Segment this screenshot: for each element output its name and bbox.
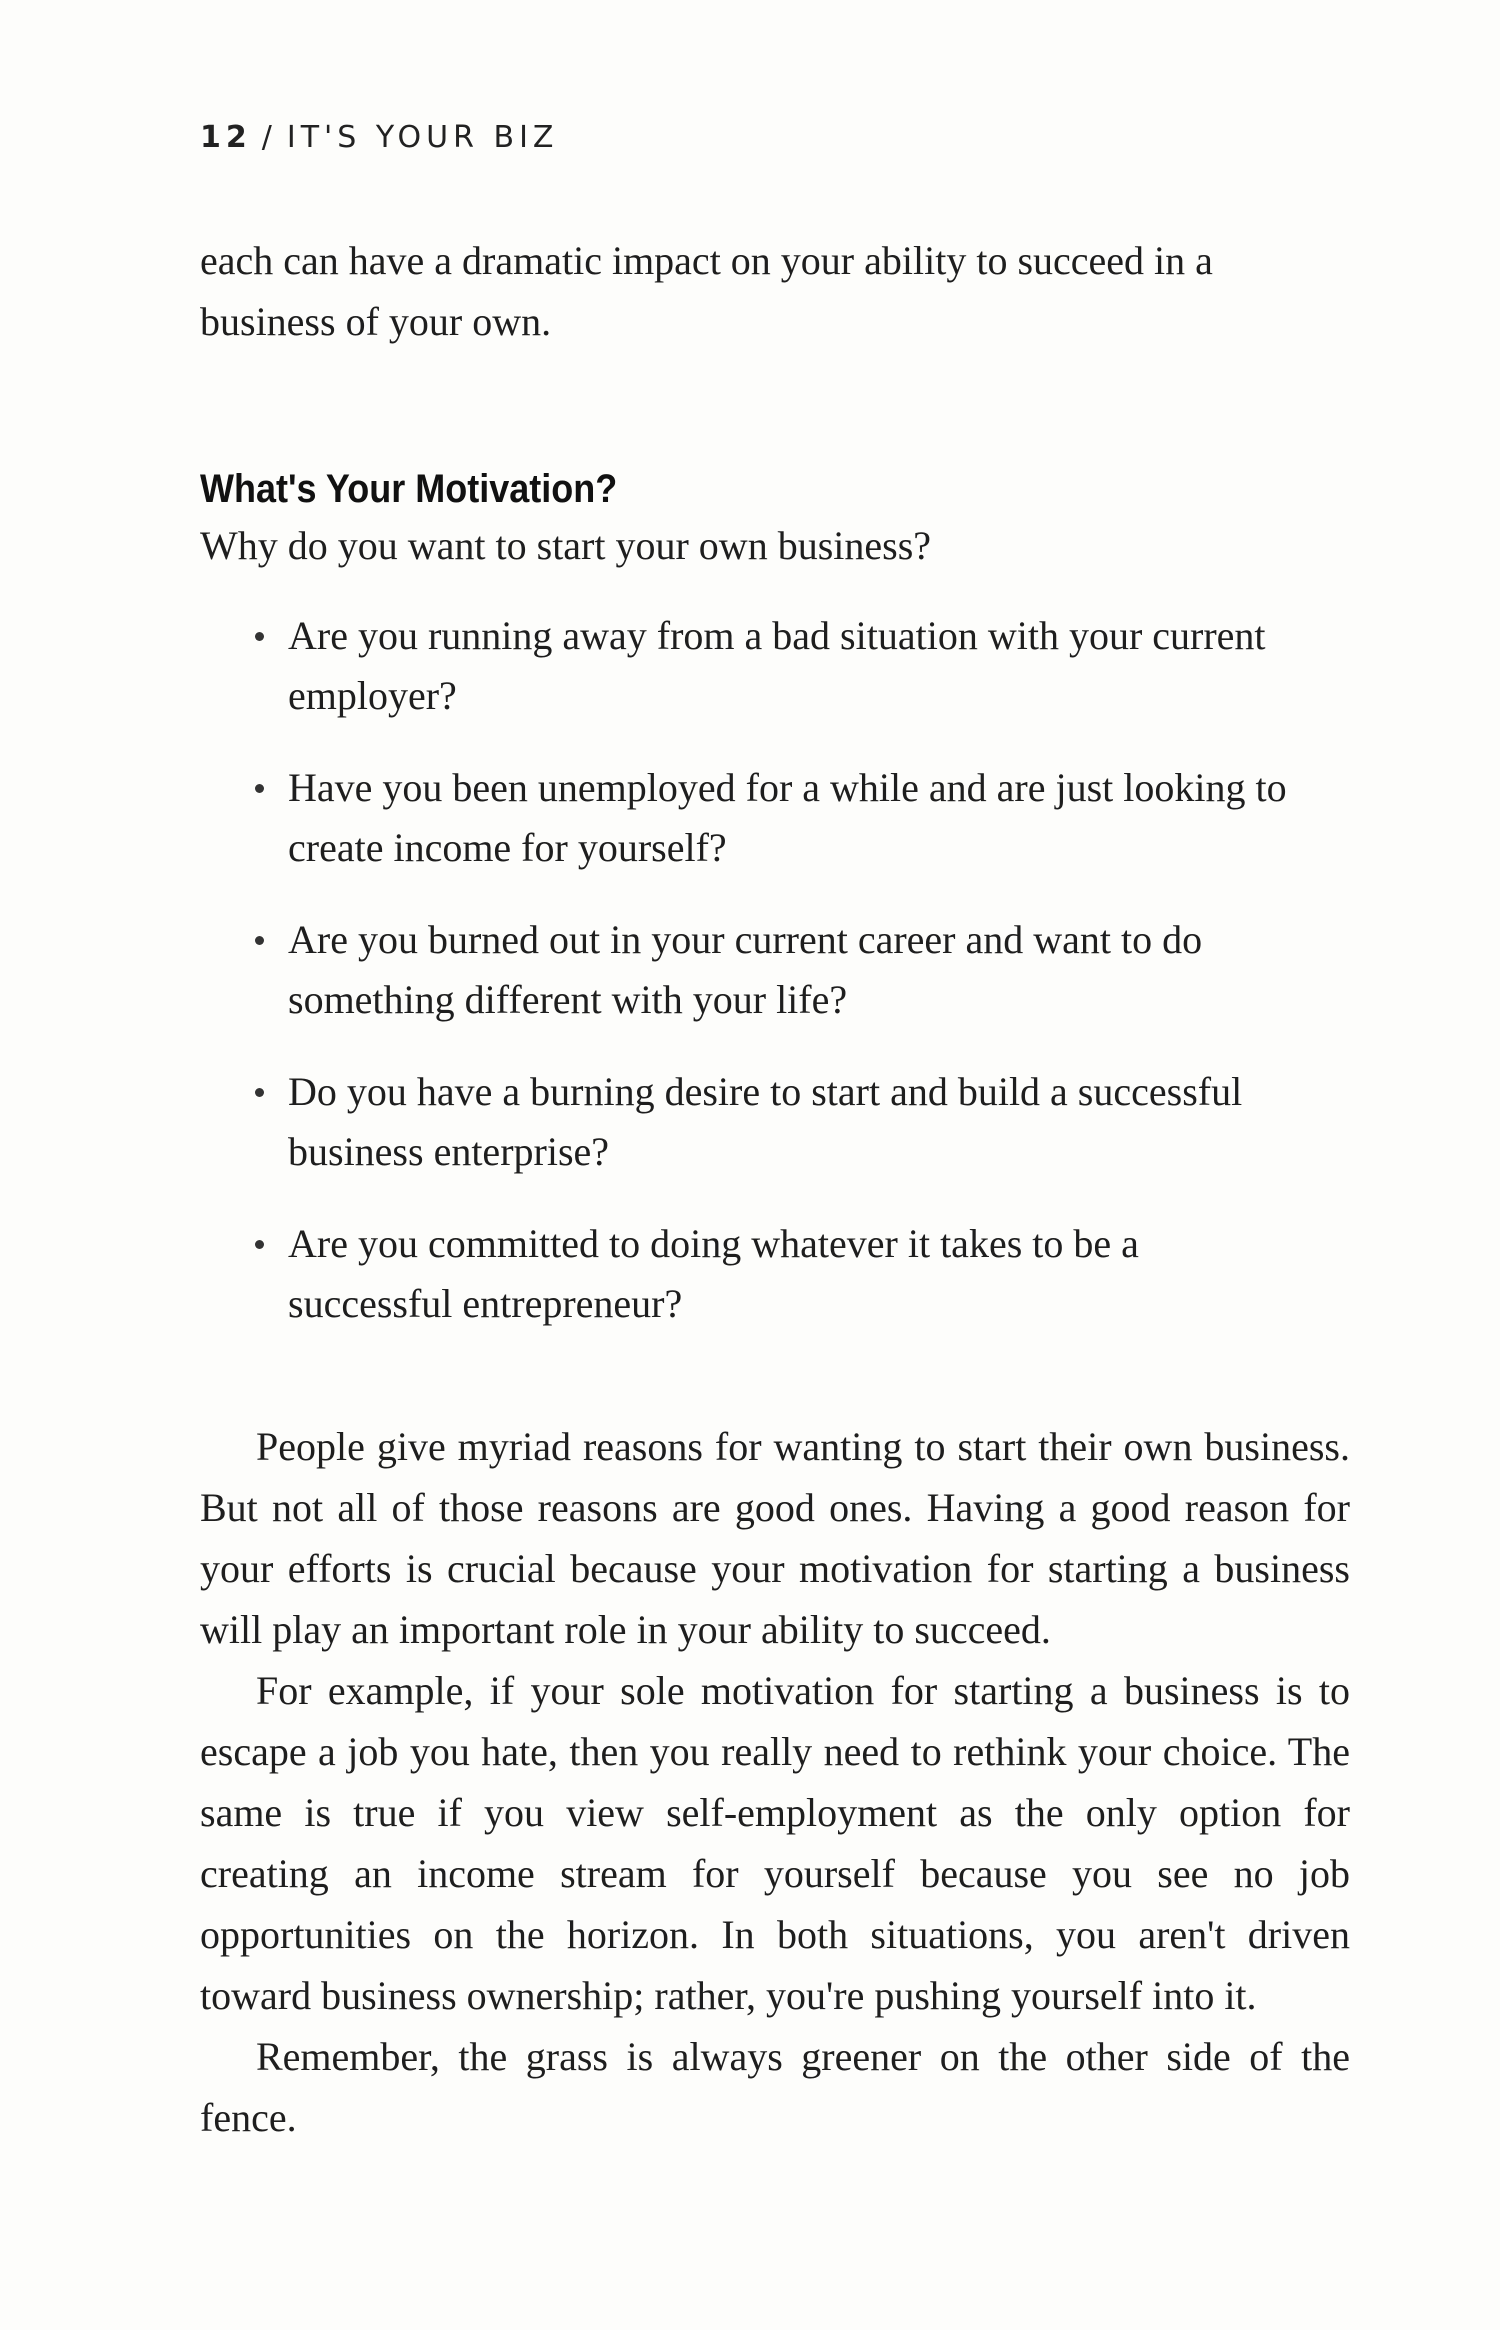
bullet-icon (255, 1088, 264, 1097)
intro-text: each can have a dramatic impact on your ability to succeed in a business of your own. (200, 238, 1213, 344)
list-item-text: Are you burned out in your current career and want to do something different with your life? (288, 917, 1203, 1022)
body-paragraph: Remember, the grass is always greener on the other side of the fence. (200, 2034, 1350, 2140)
body-paragraph: People give myriad reasons for wanting to start their own business. But not all of those reasons are good ones. Having a good reason for your efforts is crucial because your motivation for starting a business will play an important role in your ability to succeed. (200, 1424, 1350, 1652)
page-number: 12 (200, 120, 252, 155)
bullet-icon (255, 784, 264, 793)
list-item (200, 910, 1294, 1030)
page-content (200, 118, 1350, 2148)
list-item-text: Have you been unemployed for a while and are just looking to create income for yourself? (288, 765, 1287, 870)
section-title: What's Your Motivation? (200, 467, 618, 511)
list-item-text: Do you have a burning desire to start and build a successful business enterprise? (288, 1069, 1243, 1174)
list-item (200, 758, 1294, 878)
section-lead: Why do you want to start your own business? (200, 523, 932, 568)
list-item-text: Are you committed to doing whatever it takes to be a successful entrepreneur? (288, 1221, 1139, 1326)
bullet-icon (255, 1240, 264, 1249)
running-head-separator: / (261, 120, 277, 155)
running-head (200, 118, 1350, 158)
running-head-title: IT'S YOUR BIZ (286, 120, 559, 155)
motivation-question-list (200, 606, 1350, 1334)
list-item-text: Are you running away from a bad situation with your current employer? (288, 613, 1266, 718)
list-item (200, 606, 1294, 726)
body-paragraph: For example, if your sole motivation for starting a business is to escape a job you hate, then you really need to rethink your choice. The same is true if you view self-employment as the only option for creating an income stream for yourself because you see no job opportunities on the horizon. In both situations, you aren't driven toward business ownership; rather, you're pushing yourself into it. (200, 1668, 1350, 2018)
bullet-icon (255, 632, 264, 641)
list-item (200, 1062, 1294, 1182)
list-item (200, 1214, 1294, 1334)
bullet-icon (255, 936, 264, 945)
